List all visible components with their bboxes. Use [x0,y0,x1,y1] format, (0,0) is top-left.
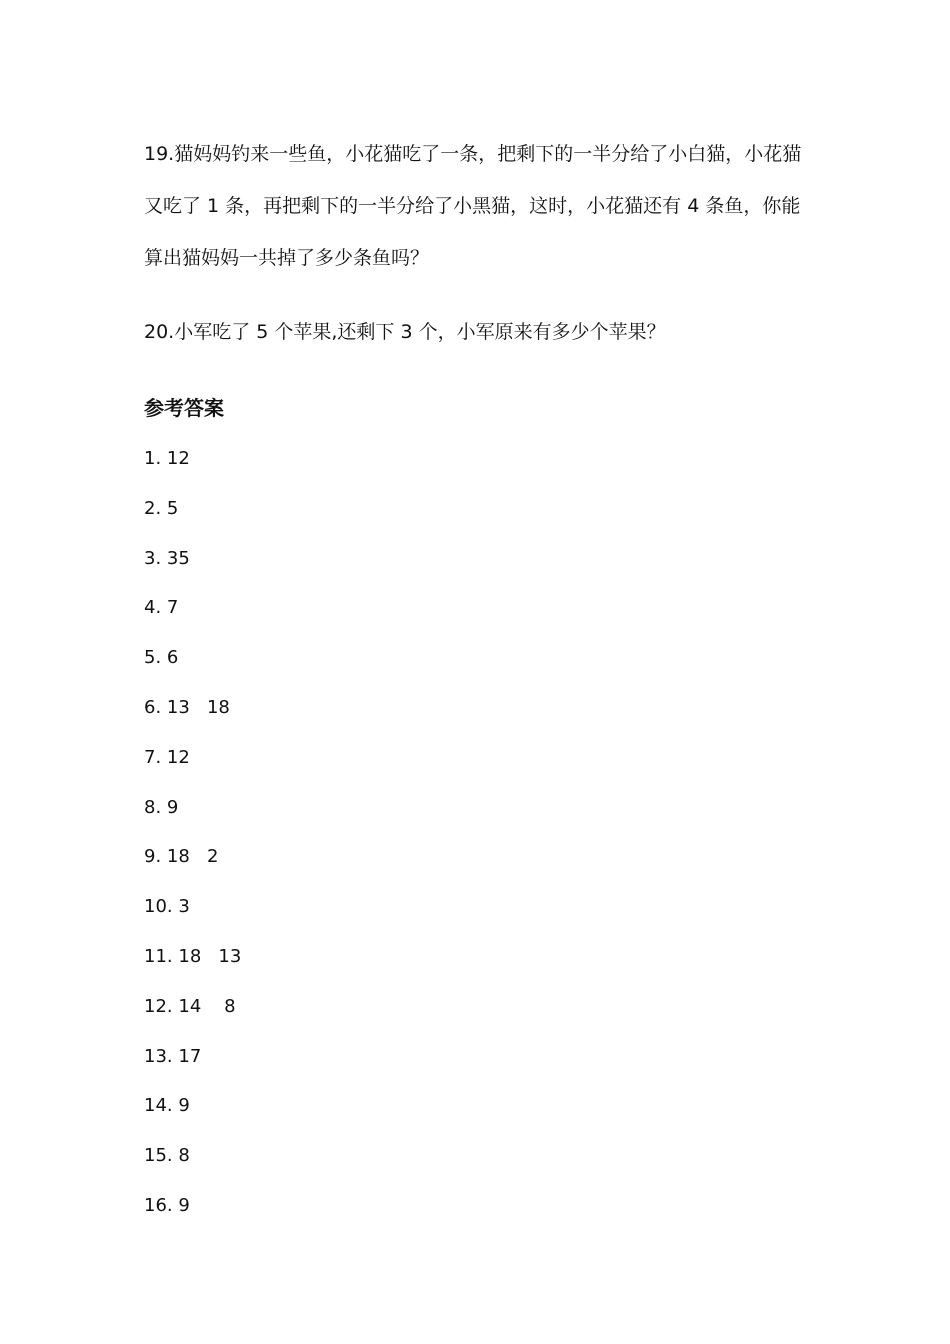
answer-item-13 [144,1032,804,1082]
answer-number: 5. [144,647,162,669]
answer-item-1 [144,434,804,484]
answer-value: 35 [161,547,190,569]
answer-item-16 [144,1181,804,1231]
answer-number: 8. [144,796,162,818]
answer-item-3 [144,534,804,584]
answer-number: 9. [144,846,162,868]
answer-heading: 参考答案 [144,396,224,420]
answer-number: 12. [144,995,173,1017]
answer-number: 2. [144,497,162,519]
answer-item-7 [144,733,804,783]
answer-value: 8 [172,1145,190,1167]
answer-value: 12 [161,448,190,469]
answer-number: 10. [144,896,173,918]
question-19: 19.猫妈妈钓来一些鱼，小花猫吃了一条，把剩下的一半分给了小白猫，小花猫又吃了 1 条，再把剩下的一半分给了小黑猫，这时，小花猫还有 4 条鱼，你能算出猫妈妈一共掉了多少条鱼吗？ [144,143,802,269]
answer-number: 4. [144,597,162,619]
answer-item-8 [144,783,804,833]
answer-number: 3. [144,547,162,569]
answer-number: 13. [144,1045,173,1067]
answer-number: 16. [144,1194,173,1216]
answer-value: 18 13 [172,945,242,967]
answer-item-10 [144,882,804,932]
answer-value: 6 [161,647,179,669]
answer-value: 7 [161,597,179,619]
answer-item-11 [144,932,804,982]
answer-item-4 [144,583,804,633]
answer-item-5 [144,633,804,683]
answer-value: 9 [172,1194,190,1216]
answer-item-15 [144,1131,804,1181]
answer-number: 7. [144,746,162,768]
answer-number: 11. [144,945,173,967]
answer-item-9 [144,832,804,882]
answer-number: 15. [144,1145,173,1167]
answer-number: 14. [144,1095,173,1117]
answer-item-12 [144,982,804,1032]
answer-value: 13 18 [161,696,230,718]
answer-value: 3 [172,896,190,918]
answer-value: 12 [161,746,190,768]
answer-item-6 [144,683,804,733]
question-20: 20.小军吃了 5 个苹果,还剩下 3 个，小军原来有多少个苹果？ [144,321,666,343]
document-page [144,128,804,1231]
answer-number: 6. [144,696,162,718]
answer-value: 9 [161,796,179,818]
answer-value: 18 2 [161,846,219,868]
answer-item-14 [144,1081,804,1131]
answer-value: 5 [161,497,179,519]
answer-list [144,434,804,1231]
answer-number: 1. [144,448,162,469]
answer-item-2 [144,484,804,534]
answer-value: 14 8 [172,995,236,1017]
answer-value: 17 [172,1045,202,1067]
answer-value: 9 [172,1095,190,1117]
